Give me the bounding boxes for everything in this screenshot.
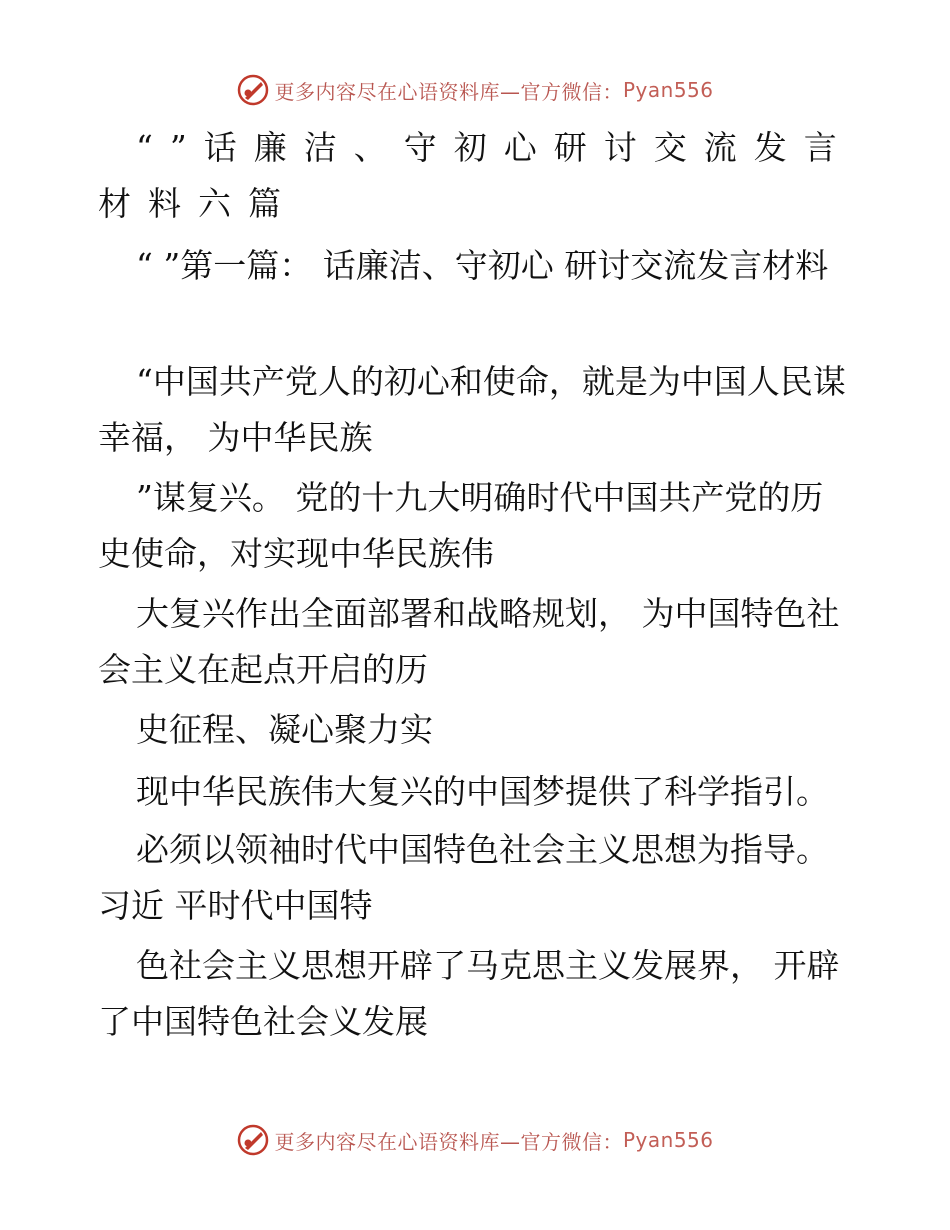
paragraph-5: 史征程、凝心聚力实 — [136, 710, 433, 749]
watermark-text: 更多内容尽在心语资料库—官方微信： — [274, 79, 623, 104]
watermark-wechat-id: Pyan556 — [622, 78, 714, 102]
quill-seal-logo-icon — [236, 73, 270, 107]
paragraph-1: “ ”第一篇： 话廉洁、守初心 研讨交流发言材料 — [136, 246, 829, 285]
header-watermark — [0, 70, 950, 110]
watermark-wechat-id: Pyan556 — [622, 1128, 714, 1152]
footer-watermark — [0, 1120, 950, 1160]
paragraph-2: “中国共产党人的初心和使命，就是为中国人民谋幸福， 为中华民族 — [98, 362, 846, 457]
quill-seal-logo-icon — [236, 1123, 270, 1157]
paragraph-8: 色社会主义思想开辟了马克思主义发展界， 开辟了中国特色社会义发展 — [98, 946, 840, 1041]
paragraph-3: ”谋复兴。 党的十九大明确时代中国共产党的历 史使命，对实现中华民族伟 — [98, 478, 824, 573]
paragraph-4: 大复兴作出全面部署和战略规划， 为中国特色社会主义在起点开启的历 — [98, 594, 840, 689]
paragraph-7: 必须以领袖时代中国特色社会主义思想为指导。习近 平时代中国特 — [98, 830, 829, 925]
document-title: “”话廉洁、守初心研讨交流发言材料六篇 — [98, 128, 854, 223]
paragraph-6: 现中华民族伟大复兴的中国梦提供了科学指引。 — [136, 772, 829, 811]
watermark-text: 更多内容尽在心语资料库—官方微信： — [274, 1129, 623, 1154]
